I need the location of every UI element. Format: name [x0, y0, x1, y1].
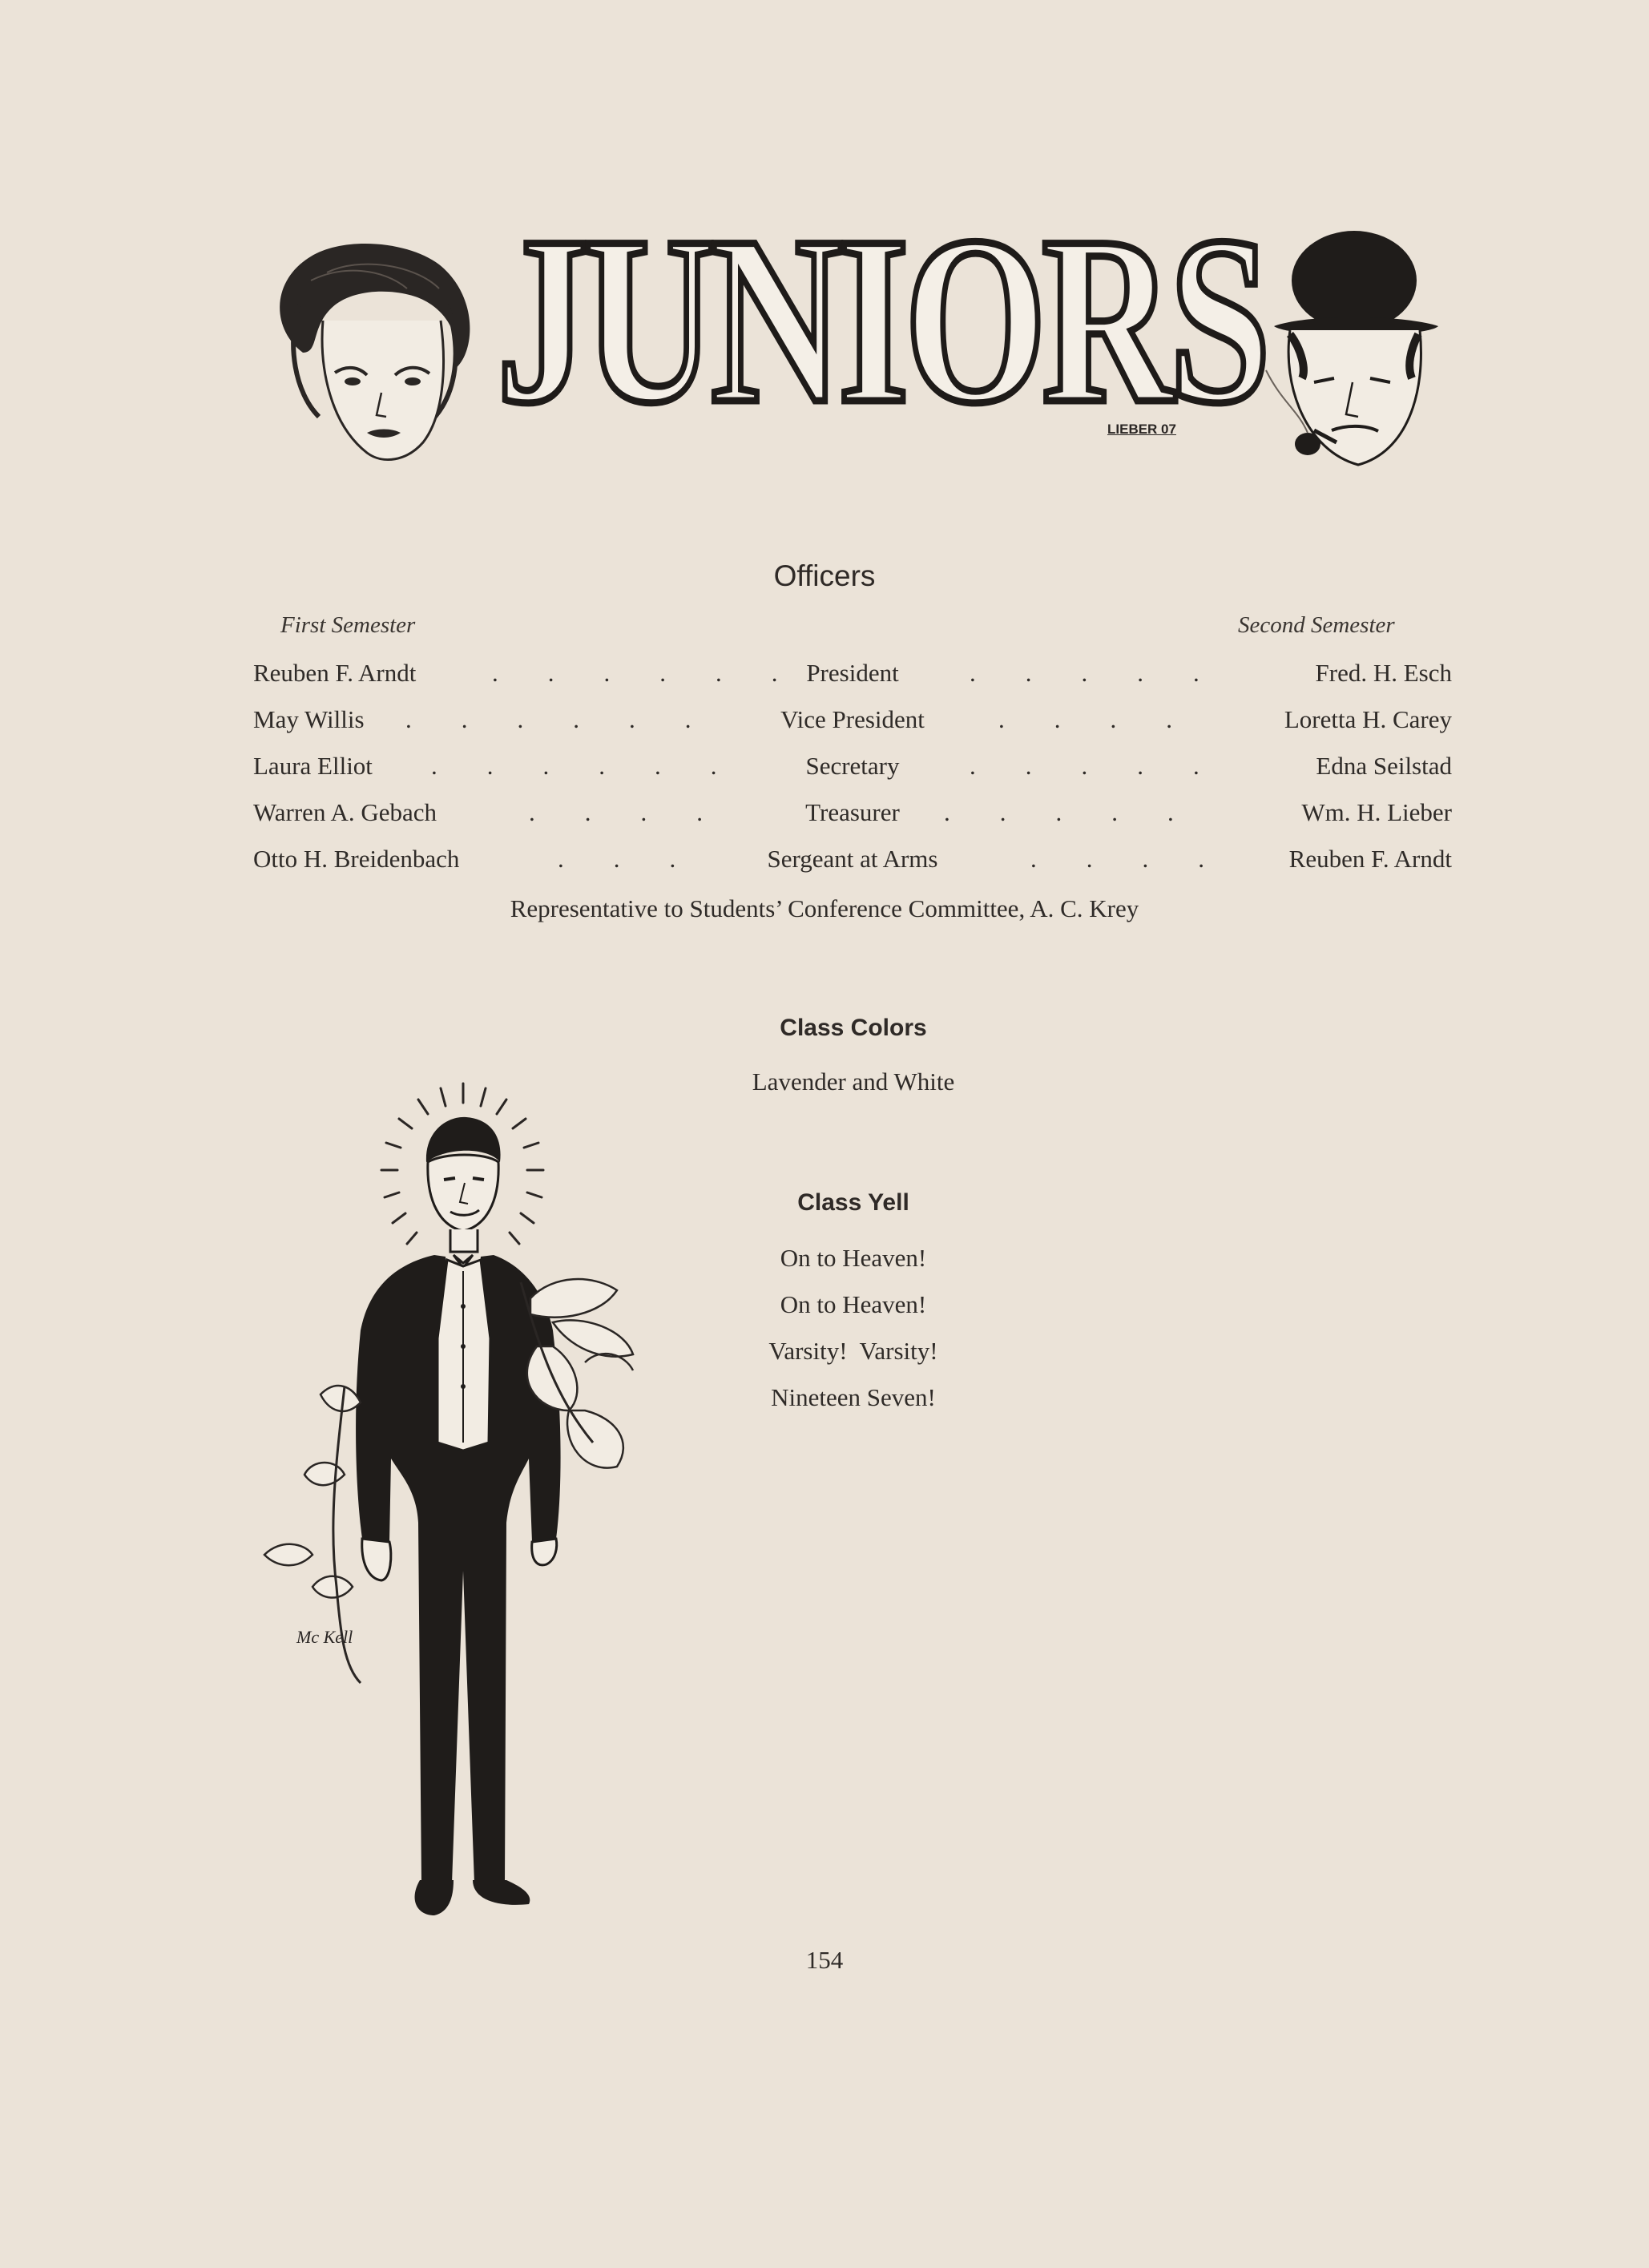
officer-row [253, 705, 1452, 745]
officer-row [253, 845, 1452, 885]
officer-row [253, 752, 1452, 792]
officer-row [253, 798, 1452, 838]
man-bowler-pipe-icon [1258, 210, 1450, 474]
office-title: Treasurer [805, 798, 900, 826]
leader-dots: . . . . . . [405, 705, 691, 733]
second-semester-officer: Loretta H. Carey [1284, 705, 1452, 733]
leader-dots: . . . . . . [431, 752, 717, 780]
office-title: Sergeant at Arms [767, 845, 938, 873]
second-semester-officer: Fred. H. Esch [1315, 659, 1452, 687]
first-semester-officer: Laura Elliot [253, 752, 373, 780]
artist-signature: LIEBER 07 [1107, 422, 1176, 437]
class-yell-heading: Class Yell [797, 1189, 909, 1216]
leader-dots: . . . . . [944, 798, 1174, 826]
juniors-title [481, 216, 1282, 425]
leader-dots: . . . . . [970, 752, 1199, 780]
class-yell-line: Nineteen Seven! [771, 1383, 936, 1411]
officers-heading: Officers [773, 559, 876, 592]
first-semester-label: First Semester [280, 612, 416, 638]
office-title: President [806, 659, 899, 687]
first-semester-officer: May Willis [253, 705, 365, 733]
office-title: Vice President [780, 705, 925, 733]
first-semester-officer: Warren A. Gebach [253, 798, 437, 826]
class-yell-line: On to Heaven! [780, 1244, 927, 1272]
leader-dots: . . . . [529, 798, 703, 826]
second-semester-officer: Edna Seilstad [1316, 752, 1452, 780]
representative-line: Representative to Students’ Conference Committee, A. C. Krey [510, 894, 1139, 922]
page-number: 154 [805, 1946, 844, 1974]
class-colors-heading: Class Colors [780, 1015, 927, 1041]
second-semester-officer: Wm. H. Lieber [1301, 798, 1452, 826]
officer-row [253, 659, 1452, 699]
second-semester-label: Second Semester [1238, 612, 1395, 638]
second-semester-officer: Reuben F. Arndt [1288, 845, 1452, 873]
class-yell-line: On to Heaven! [780, 1290, 927, 1318]
leader-dots: . . . . . [970, 659, 1199, 687]
woman-portrait-icon [255, 232, 487, 481]
leader-dots: . . . [558, 845, 676, 873]
office-title: Secretary [805, 752, 900, 780]
man-tuxedo-halo-rose-icon [248, 1074, 697, 1931]
first-semester-officer: Reuben F. Arndt [253, 659, 417, 687]
leader-dots: . . . . . . [492, 659, 778, 687]
figure-signature: Mc Kell [296, 1627, 353, 1647]
leader-dots: . . . . [1030, 845, 1204, 873]
juniors-title-text: JUNIORS [497, 216, 1266, 425]
leader-dots: . . . . [998, 705, 1172, 733]
class-colors-value: Lavender and White [752, 1067, 955, 1096]
class-yell-line: Varsity! Varsity! [768, 1337, 938, 1365]
first-semester-officer: Otto H. Breidenbach [253, 845, 460, 873]
